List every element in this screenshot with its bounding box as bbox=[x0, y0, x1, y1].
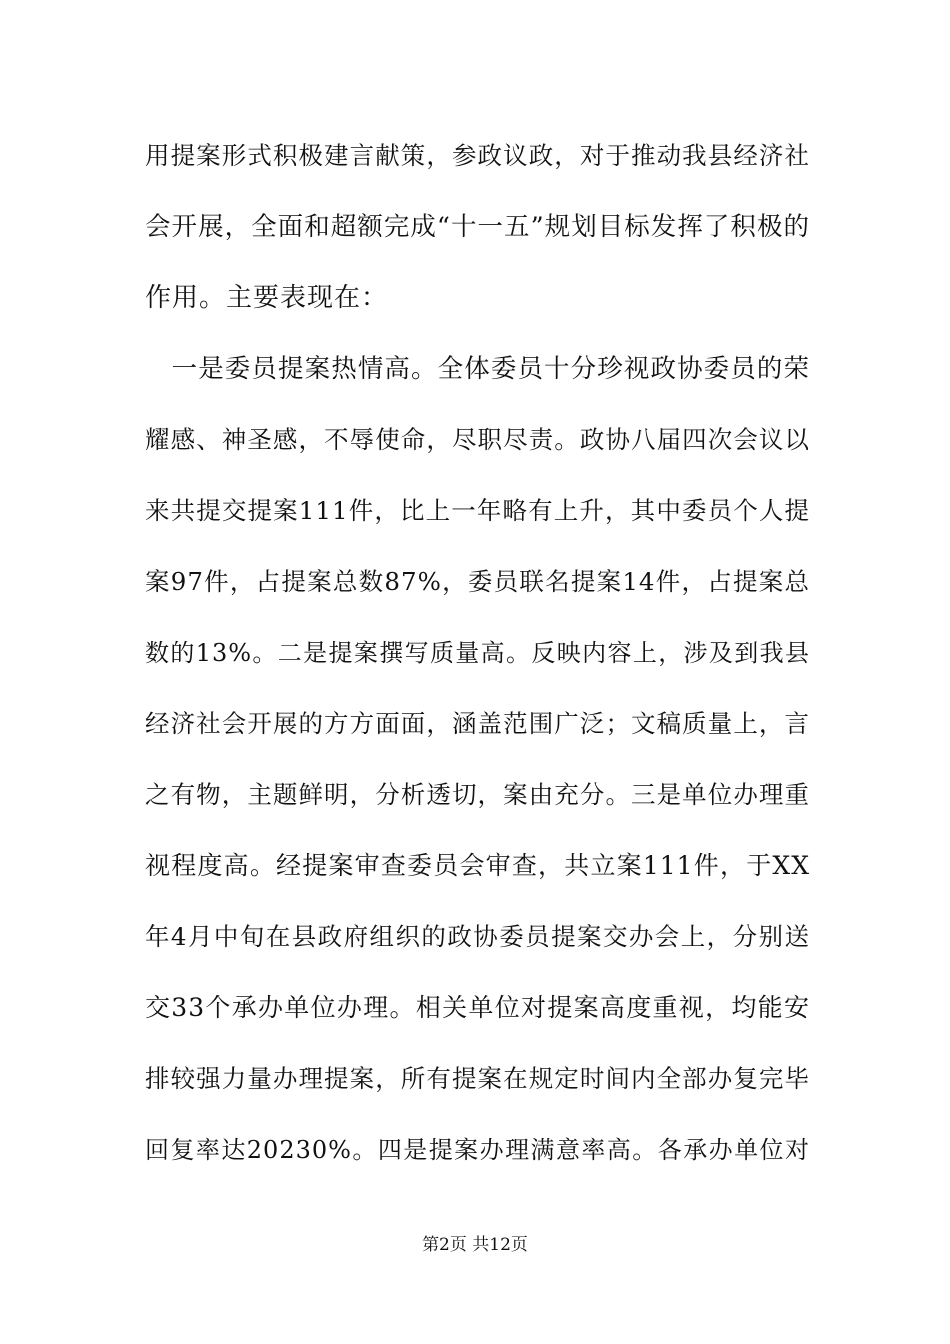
text-line-9: 经济社会开展的方方面面，涵盖范围广泛；文稿质量上，言 bbox=[145, 709, 810, 738]
text-line-11: 视程度高。经提案审查委员会审查，共立案111件，于XX bbox=[145, 851, 810, 880]
text-line-14: 排较强力量办理提案，所有提案在规定时间内全部办复完毕 bbox=[145, 1064, 810, 1093]
text-line-2: 会开展，全面和超额完成“十一五”规划目标发挥了积极的 bbox=[145, 212, 810, 242]
page-number-footer: 第2页 共12页 bbox=[422, 1235, 528, 1255]
text-line-13: 交33个承办单位办理。相关单位对提案高度重视，均能安 bbox=[145, 993, 810, 1022]
text-line-6: 来共提交提案111件，比上一年略有上升，其中委员个人提 bbox=[145, 496, 810, 525]
text-line-15: 回复率达20230%。四是提案办理满意率高。各承办单位对 bbox=[145, 1136, 810, 1164]
text-line-8: 数的13%。二是提案撰写质量高。反映内容上，涉及到我县 bbox=[145, 639, 810, 667]
text-line-4: 一是委员提案热情高。全体委员十分珍视政协委员的荣 bbox=[145, 354, 810, 384]
text-line-3: 作用。主要表现在： bbox=[145, 283, 389, 313]
text-line-1: 用提案形式积极建言献策，参政议政，对于推动我县经济社 bbox=[145, 141, 810, 170]
text-line-10: 之有物，主题鲜明，分析透切，案由充分。三是单位办理重 bbox=[145, 780, 810, 809]
text-line-12: 年4月中旬在县政府组织的政协委员提案交办会上，分别送 bbox=[145, 922, 810, 951]
text-line-5: 耀感、神圣感，不辱使命，尽职尽责。政协八届四次会议以 bbox=[145, 425, 810, 454]
text-line-7: 案97件，占提案总数87%，委员联名提案14件，占提案总 bbox=[145, 567, 810, 596]
